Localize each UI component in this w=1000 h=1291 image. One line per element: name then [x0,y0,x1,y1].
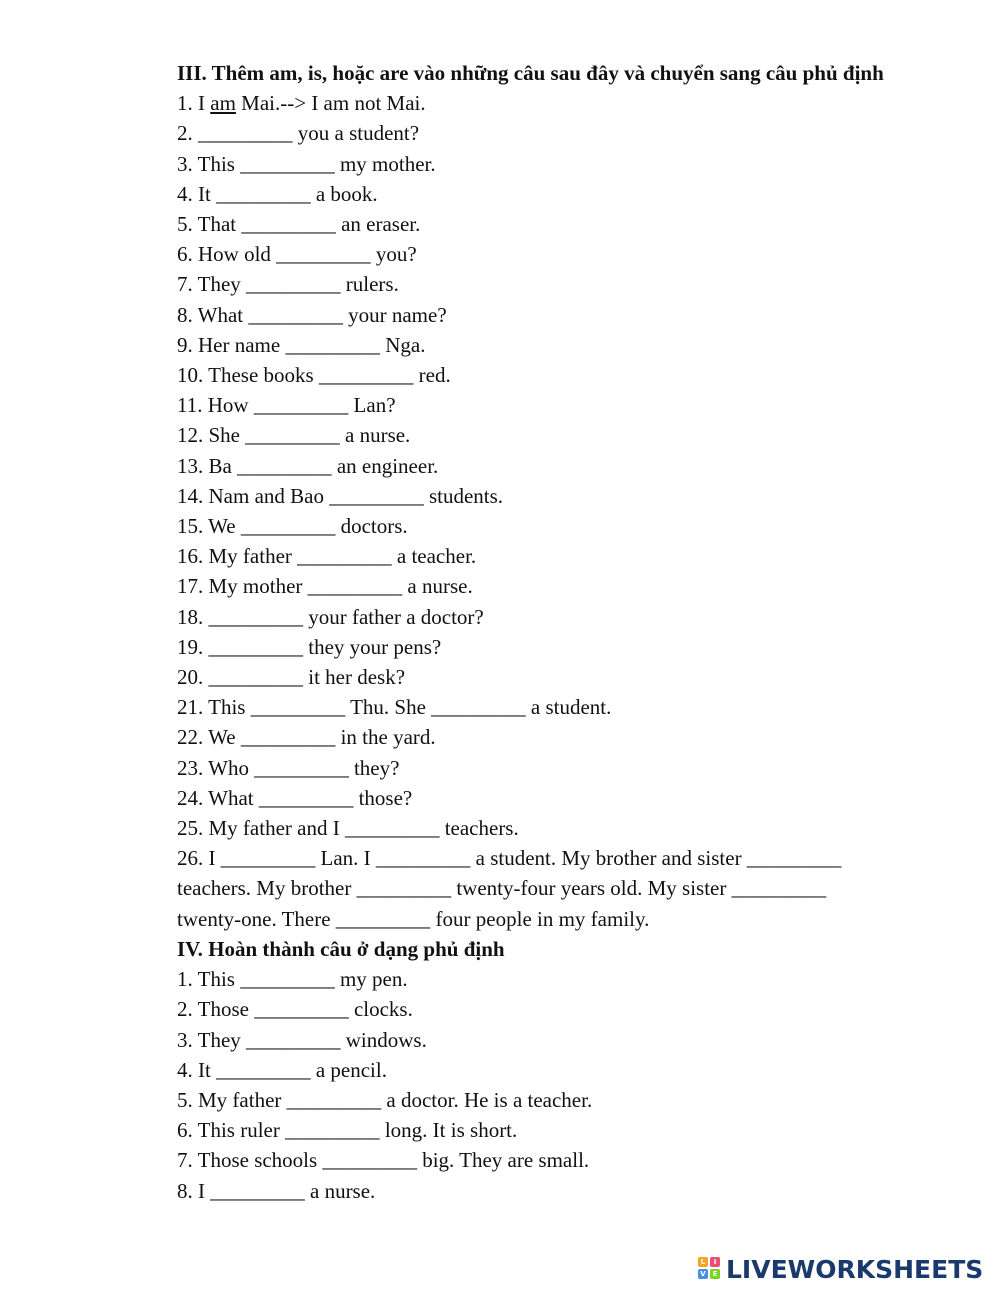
example-underlined-word: am [210,91,236,116]
worksheet-content [177,58,917,1206]
example-suffix: Mai.--> I am not Mai. [235,91,426,116]
logo-tile-i: I [710,1257,720,1267]
example-prefix: 1. I [177,91,211,116]
liveworksheets-watermark [698,1254,983,1284]
liveworksheets-text: LIVEWORKSHEETS [726,1254,984,1284]
logo-tile-e: E [710,1269,720,1279]
section-4-item: 6. This ruler _________ long. It is short. [177,1118,518,1143]
section-4-item: 4. It _________ a pencil. [177,1057,387,1082]
section-3-heading: III. Thêm am, is, hoặc are vào những câu sau đây và chuyển sang câu phủ định [177,61,884,85]
section-4-list [177,964,917,1206]
section-3-item: 9. Her name _________ Nga. [177,332,426,357]
liveworksheets-logo-icon [698,1257,722,1281]
section-3-item: 8. What _________ your name? [177,302,447,327]
section-4-item: 5. My father _________ a doctor. He is a teacher. [177,1087,593,1112]
section-3-item: 22. We _________ in the yard. [177,725,436,750]
section-3-item: 12. She _________ a nurse. [177,423,411,448]
section-3-item: 23. Who _________ they? [177,755,400,780]
section-4-item: 7. Those schools _________ big. They are small. [177,1148,590,1173]
section-3-item: 17. My mother _________ a nurse. [177,574,473,599]
section-3-item: 7. They _________ rulers. [177,272,399,297]
section-3-item: 21. This _________ Thu. She _________ a student. [177,695,612,720]
section-4-heading: IV. Hoàn thành câu ở dạng phủ định [177,936,505,961]
section-3-item: 18. _________ your father a doctor? [177,604,484,629]
section-3-example [177,88,917,118]
logo-tile-v: V [698,1269,708,1279]
section-3-item: 25. My father and I _________ teachers. [177,816,519,841]
section-3-list [177,118,917,843]
section-3-paragraph-line-1: 26. I _________ Lan. I _________ a student. My brother and sister _________ [177,846,842,871]
section-3-item: 20. _________ it her desk? [177,665,406,690]
section-4-item: 3. They _________ windows. [177,1027,427,1052]
section-3-item: 3. This _________ my mother. [177,151,436,176]
section-4-item: 1. This _________ my pen. [177,967,408,992]
logo-tile-l: L [698,1257,708,1267]
section-3-item: 14. Nam and Bao _________ students. [177,483,504,508]
section-3-item: 19. _________ they your pens? [177,634,442,659]
section-4-item: 2. Those _________ clocks. [177,997,413,1022]
section-3-item: 13. Ba _________ an engineer. [177,453,439,478]
section-3-item: 15. We _________ doctors. [177,514,408,539]
section-3-item: 24. What _________ those? [177,785,413,810]
section-3-item: 11. How _________ Lan? [177,393,396,418]
section-3-item: 2. _________ you a student? [177,121,420,146]
section-3-paragraph-line-2: teachers. My brother _________ twenty-four years old. My sister _________ [177,876,827,901]
section-4-item: 8. I _________ a nurse. [177,1178,376,1203]
section-3-paragraph-line-3: twenty-one. There _________ four people in my family. [177,906,650,931]
section-3-item: 4. It _________ a book. [177,181,378,206]
section-3-item: 6. How old _________ you? [177,242,417,267]
section-3-item: 5. That _________ an eraser. [177,212,421,237]
section-3-item: 16. My father _________ a teacher. [177,544,477,569]
section-3-item: 10. These books _________ red. [177,363,451,388]
